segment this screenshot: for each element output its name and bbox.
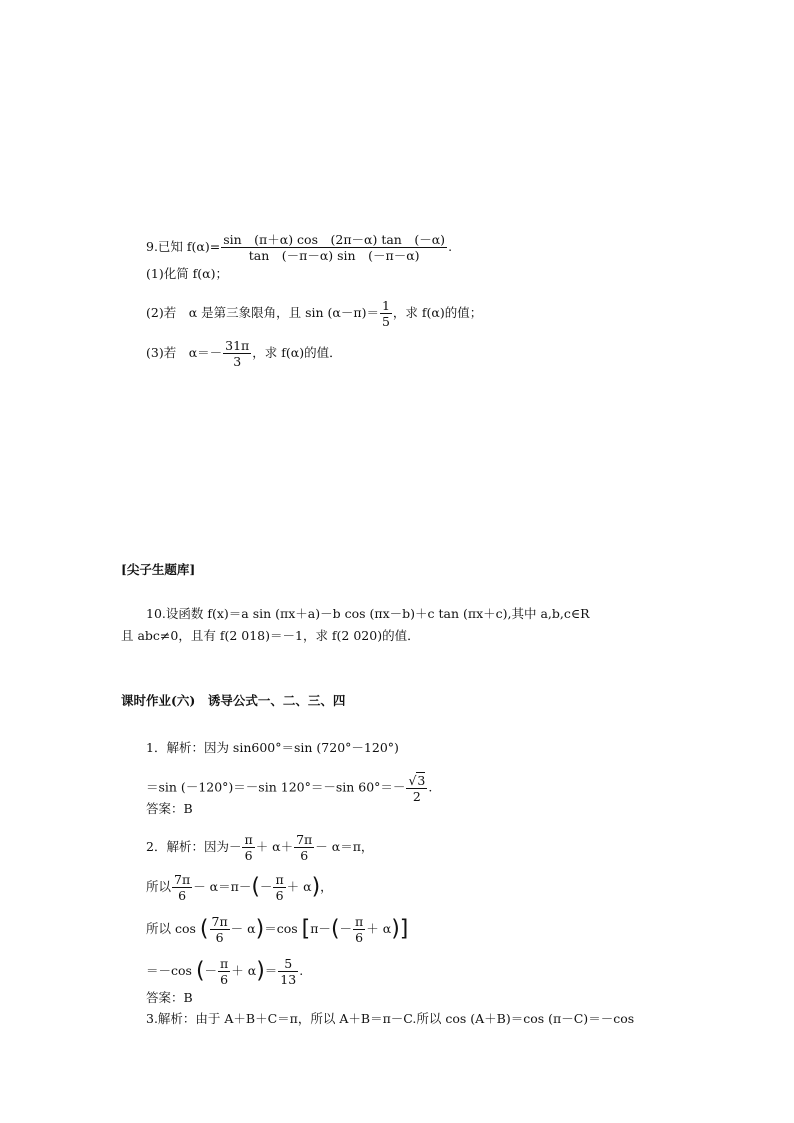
frac-den: 6 [220,972,229,987]
problem9-q3 [146,338,342,369]
sol2-l3-pre: 所以 cos [146,921,196,936]
sol2-l4-inner: ＋ α [231,963,257,978]
right-paren: ) [256,958,265,984]
homework-title: 课时作业(六) 诱导公式一、二、三、四 [121,693,346,708]
sol1-den: 2 [412,789,421,804]
frac-den: 6 [178,888,187,903]
sol1-line2-text: ＝sin (－120°)＝－sin 120°＝－sin 60°＝－ [146,779,406,795]
sol2-l3-a: － α [230,921,256,936]
q2-text: (2)若 α 是第三象限角，且 sin (α－π)＝ [146,305,379,320]
frac-num: π [275,872,284,887]
sol2-l2-frac1 [172,872,192,903]
sol2-l2-inner: ＋ α [286,879,312,894]
sol1-fraction [406,772,427,804]
solution2-line1 [146,832,373,863]
right-paren: ) [311,874,321,900]
sol2-l4-pre: ＝－cos [146,963,192,978]
solution3-line1: 3.解析：由于 A＋B＋C＝π，所以 A＋B＝π－C.所以 cos (A＋B)＝cos (π－C)＝－cos [146,1011,635,1026]
left-paren: ( [251,874,260,900]
sol2-l1-mid: ＋ α＋ [255,839,294,854]
problem9-q2 [146,298,482,329]
problem9-q1: (1)化简 f(α)； [146,266,229,281]
problem9-numerator: sin (π＋α) cos (2π－α) tan (－α) [223,232,446,247]
q3-num: 31π [225,338,250,353]
sol1-radicand: 3 [417,773,426,788]
frac-num: π [355,914,364,929]
frac-den: 6 [215,930,224,945]
solution2-line2: 所以 $\frac{7\pi}{6}$ － α＝π－(－ $\frac{\pi}{6}$ ＋ α)， [146,872,333,903]
frac-den: 6 [300,848,309,863]
problem9-intro: 9.已知 f(α)= [146,239,221,254]
sol2-l2-mid: － α＝π－ [193,879,252,894]
solution2-line3: 所以 cos ( $\frac{7\pi}{6}$ － α)＝cos [π－(－ $\frac{\pi}{6}$ ＋ α)] [146,914,409,945]
sol2-l2-post: ， [320,879,333,894]
q3-fraction [223,338,251,369]
frac-num: π [244,832,253,847]
q2-den: 5 [381,314,390,329]
left-paren: ( [195,958,205,984]
sol2-l1-frac2 [294,832,314,863]
section-title: [尖子生题库] [121,562,196,577]
q2-num: 1 [381,298,390,313]
sol2-l3-inner: ＋ α [366,921,392,936]
frac-num: π [220,956,229,971]
frac-den: 6 [275,888,284,903]
sol2-l1-post: － α＝π， [315,839,374,854]
problem9-denominator: tan (－π－α) sin (－π－α) [248,248,420,263]
q3-text: (3)若 α＝－ [146,345,223,360]
solution1-answer: 答案：B [146,801,193,816]
sol2-l4-post: . [299,963,304,978]
sol2-l3-pi: π－ [310,921,331,936]
q3-den: 3 [233,354,242,369]
frac-num: 7π [211,914,228,929]
sol2-l3-frac2 [353,914,365,945]
frac-den: 6 [355,930,364,945]
sol1-num [406,772,427,789]
sol2-l1-frac1 [242,832,254,863]
q2-fraction [380,298,392,329]
sol2-l4-eq: ＝ [264,963,278,978]
frac-num: 5 [278,956,298,972]
frac-num: 7π [296,832,313,847]
problem9-statement [146,232,452,263]
sol2-l4-frac2 [278,956,298,987]
sol2-l3-frac1 [210,914,230,945]
right-paren: ) [255,916,265,942]
right-bracket: ] [399,916,409,942]
frac-den: 6 [244,848,253,863]
frac-den: 13 [280,972,297,987]
q2-post: ，求 f(α)的值； [392,305,483,320]
solution1-line2 [146,772,432,804]
sol2-l2-frac2 [273,872,285,903]
sol2-l3-eq: ＝cos [264,921,298,936]
right-paren: ) [391,916,400,942]
solution1-line1: 1．解析：因为 sin600°＝sin (720°－120°) [146,740,399,755]
sol2-l1-pre: 2．解析：因为－ [146,839,242,854]
solution2-answer: 答案：B [146,990,193,1005]
sol2-l2-pre: 所以 [146,879,172,894]
left-bracket: [ [301,916,311,942]
frac-num: 7π [174,872,191,887]
solution2-line4: ＝－cos (－ $\frac{\pi}{6}$ ＋ α)＝ $\frac{5}{13}$ . [146,956,304,987]
problem10-line1: 10.设函数 f(x)＝a sin (πx＋a)－b cos (πx－b)＋c tan (πx＋c),其中 a,b,c∈R [146,606,590,621]
sol1-post: . [428,779,433,795]
problem10-line2: 且 abc≠0，且有 f(2 018)＝－1，求 f(2 020)的值． [121,628,420,643]
problem9-end: . [448,239,453,254]
left-paren: ( [199,916,209,942]
left-paren: ( [330,916,340,942]
sol2-l4-frac1 [218,956,230,987]
sqrt-icon: √ [408,773,417,788]
problem9-fraction [221,232,447,263]
q3-post: ，求 f(α)的值． [252,345,342,360]
